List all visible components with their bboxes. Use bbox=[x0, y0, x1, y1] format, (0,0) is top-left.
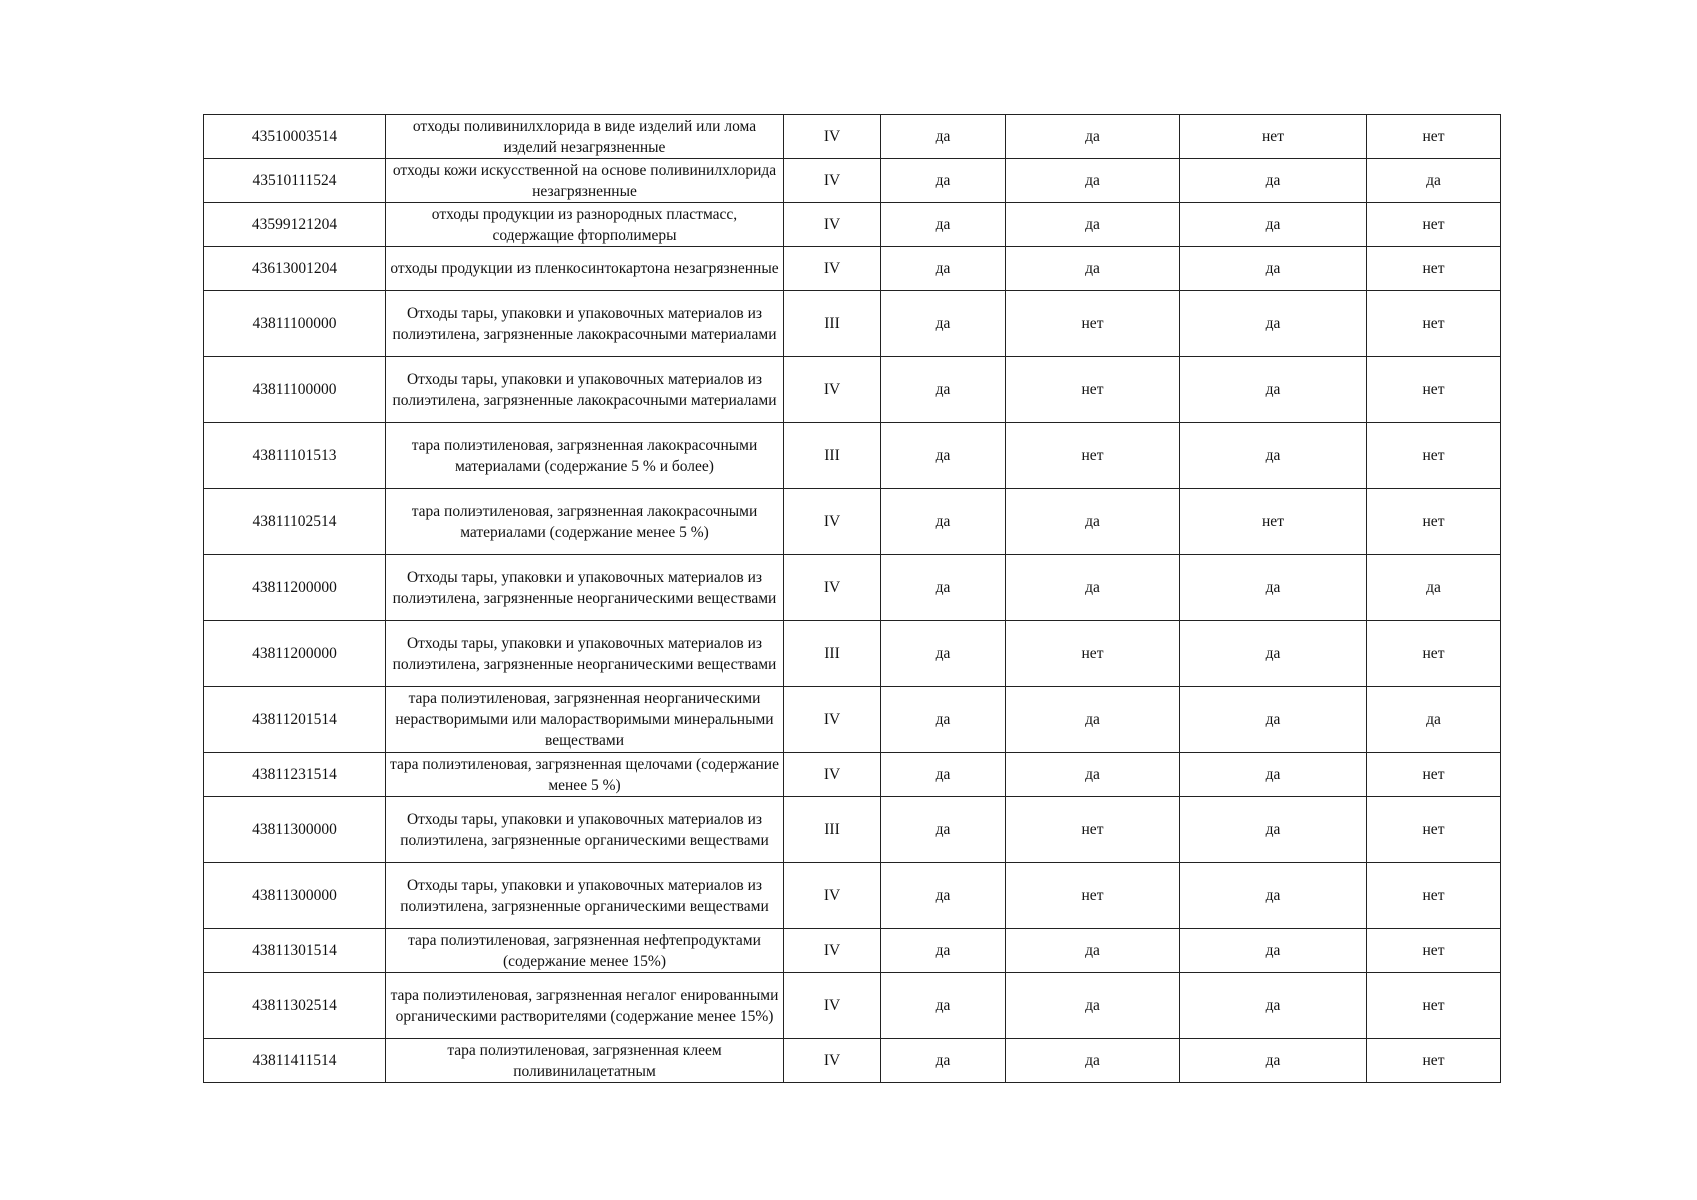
flag-a-cell: да bbox=[881, 247, 1006, 291]
flag-b-cell: да bbox=[1006, 1039, 1180, 1083]
waste-table bbox=[203, 114, 1501, 1083]
flag-a-cell: да bbox=[881, 797, 1006, 863]
waste-name-cell: тара полиэтиленовая, загрязненная нефтепродуктами (содержание менее 15%) bbox=[386, 929, 784, 973]
flag-c-cell: да bbox=[1180, 929, 1367, 973]
hazard-class-cell: IV bbox=[784, 555, 881, 621]
table-row bbox=[204, 357, 1501, 423]
flag-a-cell: да bbox=[881, 555, 1006, 621]
waste-name-cell: Отходы тары, упаковки и упаковочных материалов из полиэтилена, загрязненные лакокрасочными материалами bbox=[386, 291, 784, 357]
flag-b-cell: нет bbox=[1006, 423, 1180, 489]
flag-d-cell: да bbox=[1367, 555, 1501, 621]
table-row bbox=[204, 687, 1501, 753]
flag-b-cell: да bbox=[1006, 929, 1180, 973]
flag-c-cell: да bbox=[1180, 291, 1367, 357]
table-row bbox=[204, 863, 1501, 929]
waste-name-cell: тара полиэтиленовая, загрязненная лакокрасочными материалами (содержание 5 % и более) bbox=[386, 423, 784, 489]
flag-d-cell: нет bbox=[1367, 489, 1501, 555]
flag-d-cell: нет bbox=[1367, 973, 1501, 1039]
table-row bbox=[204, 1039, 1501, 1083]
flag-b-cell: нет bbox=[1006, 291, 1180, 357]
flag-c-cell: нет bbox=[1180, 115, 1367, 159]
flag-a-cell: да bbox=[881, 291, 1006, 357]
table-row bbox=[204, 159, 1501, 203]
hazard-class-cell: III bbox=[784, 621, 881, 687]
waste-code-cell: 43811411514 bbox=[204, 1039, 386, 1083]
waste-code-cell: 43510003514 bbox=[204, 115, 386, 159]
flag-b-cell: да bbox=[1006, 159, 1180, 203]
waste-name-cell: Отходы тары, упаковки и упаковочных материалов из полиэтилена, загрязненные органическими веществами bbox=[386, 797, 784, 863]
flag-d-cell: нет bbox=[1367, 291, 1501, 357]
hazard-class-cell: III bbox=[784, 423, 881, 489]
waste-code-cell: 43811300000 bbox=[204, 797, 386, 863]
hazard-class-cell: IV bbox=[784, 247, 881, 291]
hazard-class-cell: IV bbox=[784, 929, 881, 973]
table-row bbox=[204, 973, 1501, 1039]
waste-code-cell: 43811201514 bbox=[204, 687, 386, 753]
flag-a-cell: да bbox=[881, 863, 1006, 929]
flag-c-cell: да bbox=[1180, 203, 1367, 247]
flag-b-cell: нет bbox=[1006, 621, 1180, 687]
hazard-class-cell: IV bbox=[784, 1039, 881, 1083]
waste-code-cell: 43811300000 bbox=[204, 863, 386, 929]
flag-d-cell: нет bbox=[1367, 423, 1501, 489]
flag-d-cell: да bbox=[1367, 687, 1501, 753]
waste-code-cell: 43811302514 bbox=[204, 973, 386, 1039]
waste-name-cell: отходы продукции из пленкосинтокартона незагрязненные bbox=[386, 247, 784, 291]
table-row bbox=[204, 291, 1501, 357]
waste-code-cell: 43811100000 bbox=[204, 291, 386, 357]
table-row bbox=[204, 115, 1501, 159]
waste-name-cell: тара полиэтиленовая, загрязненная негалог енированными органическими растворителями (содержание менее 15%) bbox=[386, 973, 784, 1039]
flag-d-cell: нет bbox=[1367, 621, 1501, 687]
waste-code-cell: 43811102514 bbox=[204, 489, 386, 555]
waste-code-cell: 43510111524 bbox=[204, 159, 386, 203]
flag-a-cell: да bbox=[881, 753, 1006, 797]
flag-c-cell: да bbox=[1180, 1039, 1367, 1083]
flag-a-cell: да bbox=[881, 973, 1006, 1039]
waste-name-cell: тара полиэтиленовая, загрязненная неорганическими нерастворимыми или малорастворимыми минеральными веществами bbox=[386, 687, 784, 753]
flag-a-cell: да bbox=[881, 929, 1006, 973]
waste-name-cell: тара полиэтиленовая, загрязненная щелочами (содержание менее 5 %) bbox=[386, 753, 784, 797]
waste-name-cell: Отходы тары, упаковки и упаковочных материалов из полиэтилена, загрязненные неорганическими веществами bbox=[386, 621, 784, 687]
waste-name-cell: Отходы тары, упаковки и упаковочных материалов из полиэтилена, загрязненные неорганическими веществами bbox=[386, 555, 784, 621]
flag-a-cell: да bbox=[881, 159, 1006, 203]
waste-code-cell: 43811200000 bbox=[204, 555, 386, 621]
flag-b-cell: да bbox=[1006, 555, 1180, 621]
hazard-class-cell: IV bbox=[784, 687, 881, 753]
flag-b-cell: нет bbox=[1006, 797, 1180, 863]
hazard-class-cell: IV bbox=[784, 115, 881, 159]
table-row bbox=[204, 797, 1501, 863]
flag-c-cell: да bbox=[1180, 555, 1367, 621]
flag-d-cell: нет bbox=[1367, 863, 1501, 929]
flag-b-cell: да bbox=[1006, 115, 1180, 159]
waste-name-cell: отходы поливинилхлорида в виде изделий или лома изделий незагрязненные bbox=[386, 115, 784, 159]
flag-c-cell: да bbox=[1180, 687, 1367, 753]
flag-a-cell: да bbox=[881, 489, 1006, 555]
waste-code-cell: 43811301514 bbox=[204, 929, 386, 973]
table-row bbox=[204, 621, 1501, 687]
hazard-class-cell: III bbox=[784, 291, 881, 357]
hazard-class-cell: IV bbox=[784, 489, 881, 555]
flag-c-cell: да bbox=[1180, 357, 1367, 423]
flag-a-cell: да bbox=[881, 423, 1006, 489]
waste-code-cell: 43811100000 bbox=[204, 357, 386, 423]
flag-a-cell: да bbox=[881, 687, 1006, 753]
flag-a-cell: да bbox=[881, 115, 1006, 159]
hazard-class-cell: IV bbox=[784, 973, 881, 1039]
flag-d-cell: нет bbox=[1367, 203, 1501, 247]
flag-b-cell: нет bbox=[1006, 357, 1180, 423]
flag-c-cell: да bbox=[1180, 247, 1367, 291]
flag-c-cell: да bbox=[1180, 797, 1367, 863]
flag-c-cell: да bbox=[1180, 973, 1367, 1039]
flag-b-cell: нет bbox=[1006, 863, 1180, 929]
flag-b-cell: да bbox=[1006, 753, 1180, 797]
waste-code-cell: 43811200000 bbox=[204, 621, 386, 687]
flag-d-cell: нет bbox=[1367, 115, 1501, 159]
hazard-class-cell: IV bbox=[784, 357, 881, 423]
flag-d-cell: нет bbox=[1367, 797, 1501, 863]
waste-name-cell: отходы продукции из разнородных пластмасс, содержащие фторполимеры bbox=[386, 203, 784, 247]
waste-code-cell: 43613001204 bbox=[204, 247, 386, 291]
table-row bbox=[204, 929, 1501, 973]
flag-d-cell: нет bbox=[1367, 1039, 1501, 1083]
table-row bbox=[204, 555, 1501, 621]
hazard-class-cell: IV bbox=[784, 753, 881, 797]
waste-code-cell: 43811231514 bbox=[204, 753, 386, 797]
waste-name-cell: отходы кожи искусственной на основе поливинилхлорида незагрязненные bbox=[386, 159, 784, 203]
table-row bbox=[204, 247, 1501, 291]
flag-c-cell: да bbox=[1180, 423, 1367, 489]
flag-b-cell: да bbox=[1006, 203, 1180, 247]
hazard-class-cell: IV bbox=[784, 863, 881, 929]
waste-code-cell: 43599121204 bbox=[204, 203, 386, 247]
waste-name-cell: Отходы тары, упаковки и упаковочных материалов из полиэтилена, загрязненные органическими веществами bbox=[386, 863, 784, 929]
table-row bbox=[204, 423, 1501, 489]
flag-a-cell: да bbox=[881, 621, 1006, 687]
table-row bbox=[204, 203, 1501, 247]
flag-c-cell: да bbox=[1180, 863, 1367, 929]
flag-d-cell: нет bbox=[1367, 929, 1501, 973]
flag-d-cell: нет bbox=[1367, 753, 1501, 797]
flag-b-cell: да bbox=[1006, 973, 1180, 1039]
flag-c-cell: да bbox=[1180, 159, 1367, 203]
flag-c-cell: нет bbox=[1180, 489, 1367, 555]
waste-name-cell: тара полиэтиленовая, загрязненная лакокрасочными материалами (содержание менее 5 %) bbox=[386, 489, 784, 555]
waste-table-body bbox=[204, 115, 1501, 1083]
table-row bbox=[204, 753, 1501, 797]
flag-c-cell: да bbox=[1180, 621, 1367, 687]
flag-a-cell: да bbox=[881, 203, 1006, 247]
flag-d-cell: нет bbox=[1367, 247, 1501, 291]
flag-b-cell: да bbox=[1006, 247, 1180, 291]
flag-d-cell: нет bbox=[1367, 357, 1501, 423]
flag-b-cell: да bbox=[1006, 489, 1180, 555]
waste-name-cell: тара полиэтиленовая, загрязненная клеем поливинилацетатным bbox=[386, 1039, 784, 1083]
flag-c-cell: да bbox=[1180, 753, 1367, 797]
hazard-class-cell: IV bbox=[784, 159, 881, 203]
waste-code-cell: 43811101513 bbox=[204, 423, 386, 489]
flag-a-cell: да bbox=[881, 1039, 1006, 1083]
hazard-class-cell: IV bbox=[784, 203, 881, 247]
flag-a-cell: да bbox=[881, 357, 1006, 423]
hazard-class-cell: III bbox=[784, 797, 881, 863]
flag-b-cell: да bbox=[1006, 687, 1180, 753]
waste-name-cell: Отходы тары, упаковки и упаковочных материалов из полиэтилена, загрязненные лакокрасочными материалами bbox=[386, 357, 784, 423]
flag-d-cell: да bbox=[1367, 159, 1501, 203]
table-row bbox=[204, 489, 1501, 555]
